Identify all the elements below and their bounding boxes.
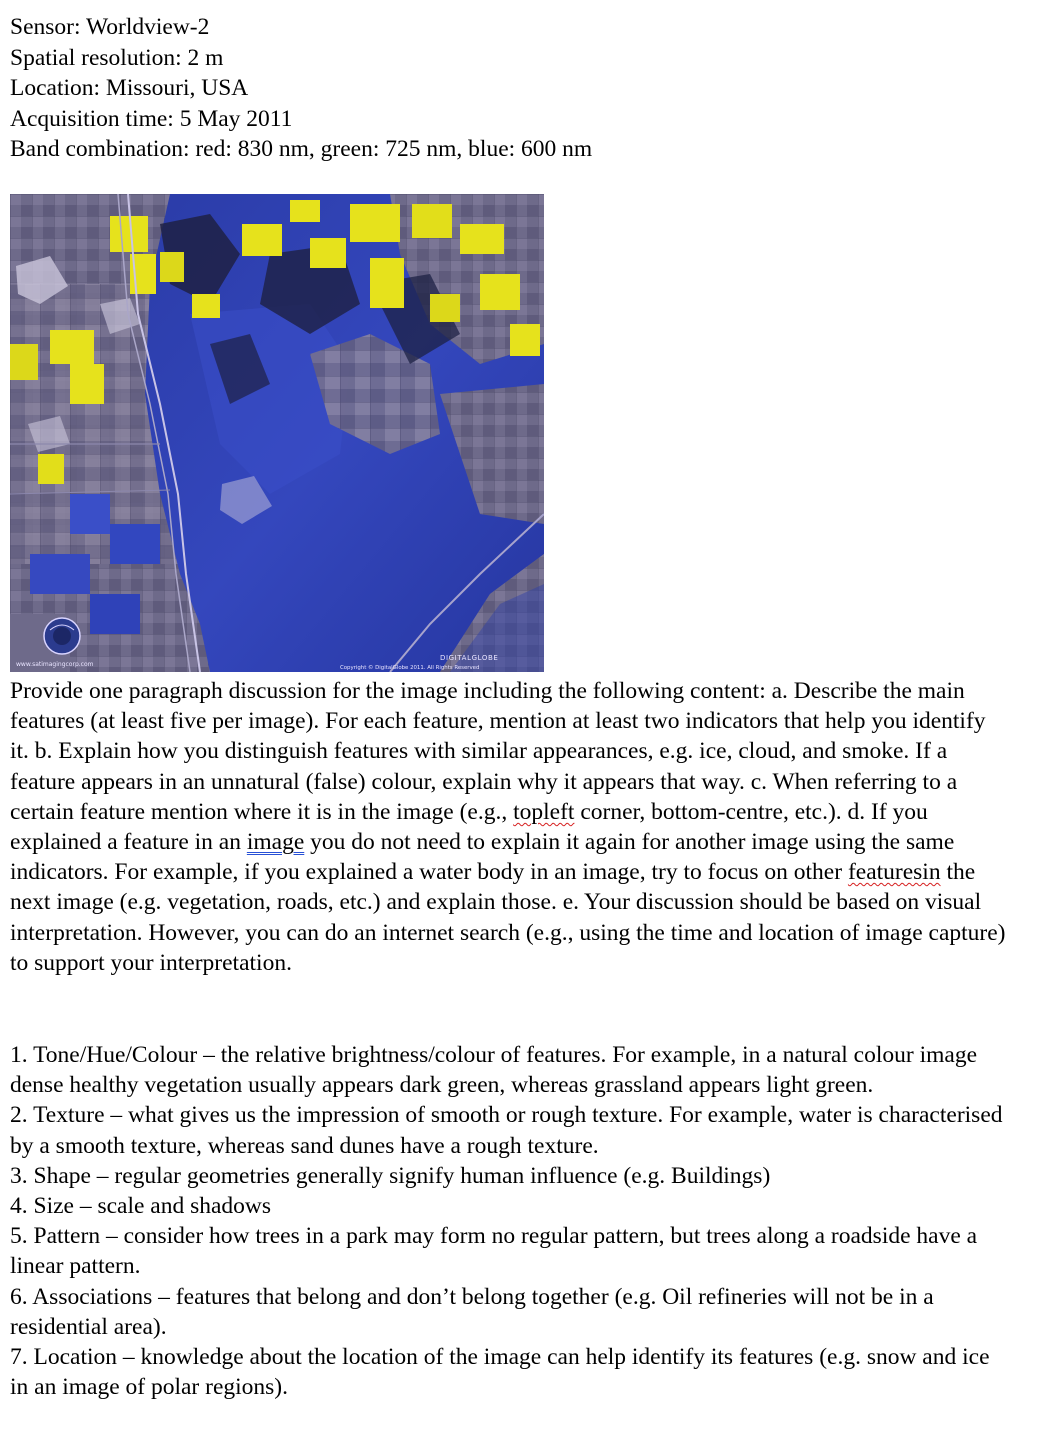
list-item-texture: 2. Texture – what gives us the impression of smooth or rough texture. For example, water is characterised by a smooth texture, whereas sand dunes have a rough texture.	[10, 1102, 1003, 1159]
instructions-part-2: corner, bottom-centre, etc.). d. If you explained a feature in an	[10, 798, 928, 856]
list-item-associations: 6. Associations – features that belong and don’t belong together (e.g. Oil refineries will not be in a residential area).	[10, 1283, 934, 1340]
instructions-part-1: Provide one paragraph discussion for the image including the following content: a. Describe the main features (at least five per image). For each feature, mention at least two indicators that help you identify it. b. Explain how you distinguish features with similar appearances, e.g. ice, cloud, and smoke. If a feature appears in an unnatural (false) colour, explain why it appears that way. c. When referring to a certain feature mention where it is in the image (e.g.,	[10, 678, 986, 825]
acquisition-line: Acquisition time: 5 May 2011	[10, 105, 293, 132]
list-item-size: 4. Size – scale and shadows	[10, 1193, 272, 1220]
list-item-location: 7. Location – knowledge about the location of the image can help identify its features (e.g. snow and ice in an image of polar regions).	[10, 1344, 990, 1401]
image-copyright: Copyright © DigitalGlobe 2011. All Rights Reserved	[340, 665, 480, 671]
location-line: Location: Missouri, USA	[10, 75, 249, 101]
band-combination-line: Band combination: red: 830 nm, green: 725 nm, blue: 600 nm	[10, 136, 593, 162]
resolution-line: Spatial resolution: 2 m	[10, 44, 224, 71]
instructions-part-4: the next image (e.g. vegetation, roads, etc.) and explain those. e. Your discussion should be based on visual interpretation. However, you can do an internet search (e.g., using the time and location of image capture) to support your interpretation.	[10, 859, 1006, 976]
instructions-paragraph	[10, 676, 1010, 978]
watermark-website: www.satimagingcorp.com	[16, 661, 94, 668]
instructions-text	[10, 676, 1010, 978]
list-item-tone: 1. Tone/Hue/Colour – the relative brightness/colour of features. For example, in a natural colour image dense healthy vegetation usually appears dark green, whereas grassland appears light green.	[10, 1042, 978, 1099]
list-item-pattern: 5. Pattern – consider how trees in a park may form no regular pattern, but trees along a roadside have a linear pattern.	[10, 1223, 978, 1280]
satellite-logo-icon	[44, 618, 80, 654]
satellite-image	[10, 194, 544, 672]
spell-flag-topleft: topleft	[513, 798, 575, 825]
satellite-image-graphic	[10, 194, 544, 672]
instructions-part-3: you do not need to explain it again for another image using the same indicators. For example, if you explained a water body in an image, try to focus on other	[10, 829, 955, 886]
sensor-line: Sensor: Worldview-2	[10, 14, 210, 40]
digitalglobe-brand: DIGITALGLOBE	[440, 654, 499, 662]
spell-flag-featuresin: featuresin	[847, 859, 941, 886]
image-metadata	[10, 12, 1010, 165]
list-item-shape: 3. Shape – regular geometries generally signify human influence (e.g. Buildings)	[10, 1162, 771, 1189]
interpretation-elements-list	[10, 1040, 1010, 1402]
grammar-flag-image: image	[246, 829, 305, 856]
